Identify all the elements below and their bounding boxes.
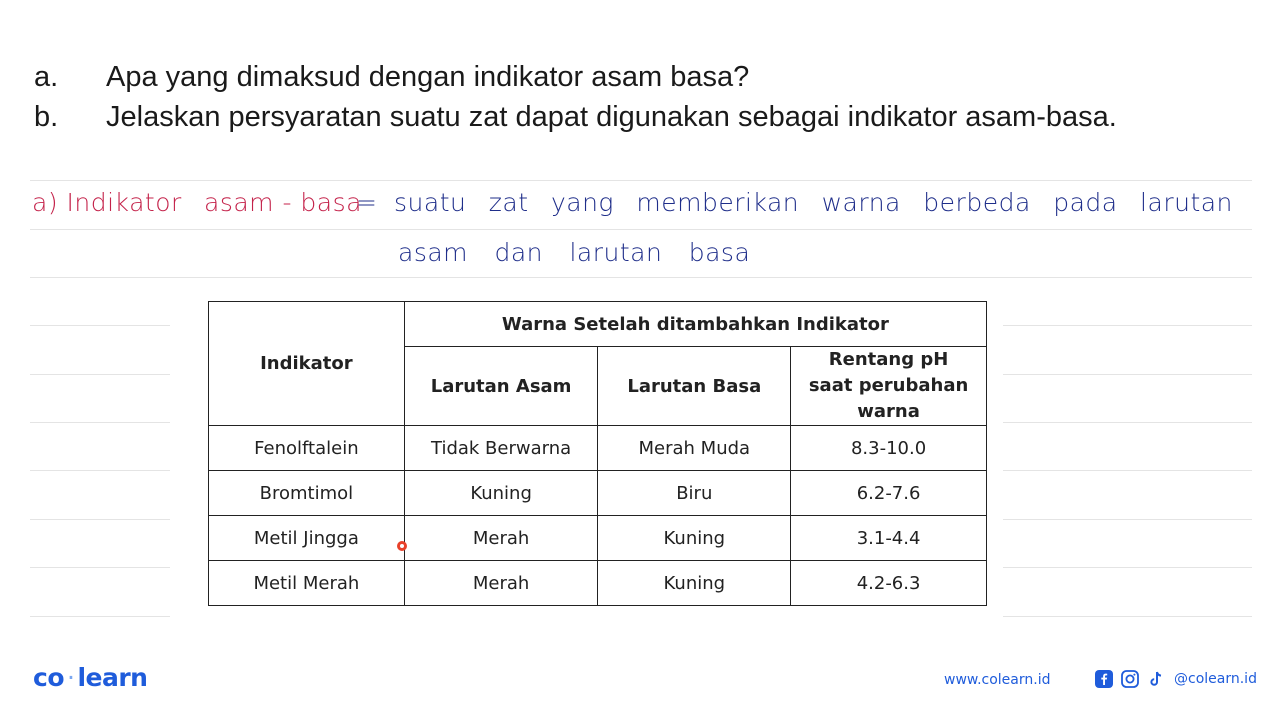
answer-definition-line-1: suatu zat yang memberikan warna berbeda pada larutan bbox=[394, 188, 1233, 217]
question-a-label: a. bbox=[34, 61, 59, 93]
notebook-rule bbox=[1003, 325, 1252, 326]
notebook-rule bbox=[30, 229, 1252, 230]
table-row bbox=[209, 471, 987, 516]
cell-ph: 4.2-6.3 bbox=[791, 561, 987, 606]
cell-asam: Merah bbox=[404, 561, 598, 606]
cell-asam: Tidak Berwarna bbox=[404, 426, 598, 471]
header-group: Warna Setelah ditambahkan Indikator bbox=[404, 302, 986, 347]
notebook-rule bbox=[30, 567, 170, 568]
header-larutan-asam: Larutan Asam bbox=[404, 347, 598, 426]
tiktok-icon[interactable] bbox=[1146, 669, 1166, 689]
notebook-rule bbox=[30, 519, 170, 520]
notebook-rule bbox=[30, 180, 1252, 181]
cell-basa: Kuning bbox=[598, 561, 791, 606]
cell-basa: Biru bbox=[598, 471, 791, 516]
question-b-text: Jelaskan persyaratan suatu zat dapat digunakan sebagai indikator asam-basa. bbox=[106, 101, 1117, 133]
notebook-rule bbox=[1003, 470, 1252, 471]
notebook-rule bbox=[30, 422, 170, 423]
question-a-text: Apa yang dimaksud dengan indikator asam basa? bbox=[106, 61, 750, 93]
notebook-rule bbox=[1003, 422, 1252, 423]
cell-indikator: Fenolftalein bbox=[209, 426, 405, 471]
answer-equals: = bbox=[356, 188, 378, 217]
question-b bbox=[34, 100, 1117, 134]
answer-definition-line-2: asam dan larutan basa bbox=[398, 238, 751, 267]
brand-dot: · bbox=[67, 663, 75, 692]
cell-ph: 8.3-10.0 bbox=[791, 426, 987, 471]
cell-basa: Kuning bbox=[598, 516, 791, 561]
cell-asam: Kuning bbox=[404, 471, 598, 516]
notebook-rule bbox=[30, 325, 170, 326]
notebook-rule bbox=[30, 374, 170, 375]
website-link[interactable]: www.colearn.id bbox=[944, 672, 1051, 688]
social-handle[interactable]: @colearn.id bbox=[1174, 671, 1257, 687]
indicator-table bbox=[208, 301, 987, 606]
social-links bbox=[1094, 669, 1257, 689]
answer-label: a) Indikator bbox=[32, 188, 182, 217]
cell-asam: Merah bbox=[404, 516, 598, 561]
header-larutan-basa: Larutan Basa bbox=[598, 347, 791, 426]
brand-left: co bbox=[33, 663, 64, 692]
notebook-rule bbox=[1003, 374, 1252, 375]
notebook-rule bbox=[30, 277, 1252, 278]
notebook-rule bbox=[30, 470, 170, 471]
cursor-dot-icon bbox=[397, 541, 407, 551]
notebook-rule bbox=[1003, 519, 1252, 520]
table-row bbox=[209, 561, 987, 606]
colearn-logo bbox=[33, 663, 147, 692]
header-indikator: Indikator bbox=[209, 302, 405, 426]
header-rentang-ph: Rentang pH saat perubahan warna bbox=[791, 347, 987, 426]
notebook-rule bbox=[30, 616, 170, 617]
notebook-rule bbox=[1003, 567, 1252, 568]
answer-term: asam - basa bbox=[204, 188, 362, 217]
instagram-icon[interactable] bbox=[1120, 669, 1140, 689]
question-b-label: b. bbox=[34, 101, 59, 133]
cell-indikator: Metil Jingga bbox=[209, 516, 405, 561]
cell-ph: 6.2-7.6 bbox=[791, 471, 987, 516]
cell-indikator: Metil Merah bbox=[209, 561, 405, 606]
brand-right: learn bbox=[77, 663, 148, 692]
table-row bbox=[209, 516, 987, 561]
cell-indikator: Bromtimol bbox=[209, 471, 405, 516]
question-a bbox=[34, 60, 749, 94]
cell-basa: Merah Muda bbox=[598, 426, 791, 471]
table-row bbox=[209, 426, 987, 471]
facebook-icon[interactable] bbox=[1094, 669, 1114, 689]
cell-ph: 3.1-4.4 bbox=[791, 516, 987, 561]
notebook-rule bbox=[1003, 616, 1252, 617]
